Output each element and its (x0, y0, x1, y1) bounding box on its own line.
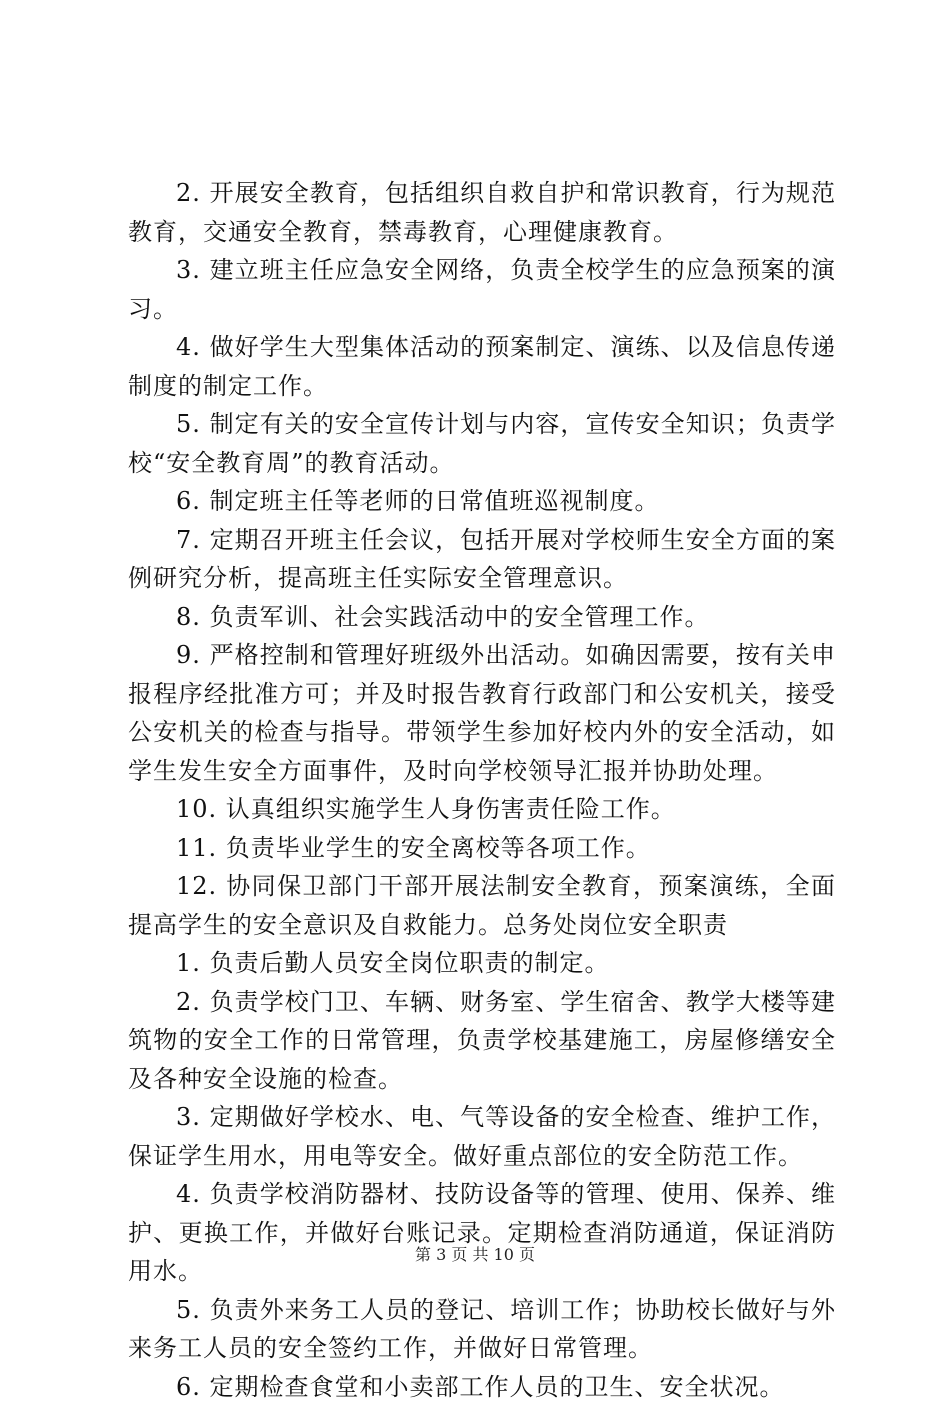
paragraph: 4. 做好学生大型集体活动的预案制定、演练、以及信息传递制度的制定工作。 (128, 328, 836, 405)
paragraph: 10. 认真组织实施学生人身伤害责任险工作。 (128, 790, 836, 829)
paragraph: 2. 负责学校门卫、车辆、财务室、学生宿舍、教学大楼等建筑物的安全工作的日常管理，负责学校基建施工，房屋修缮安全及各种安全设施的检查。 (128, 983, 836, 1099)
paragraph: 8. 负责军训、社会实践活动中的安全管理工作。 (128, 598, 836, 637)
paragraph: 6. 定期检查食堂和小卖部工作人员的卫生、安全状况。 (128, 1368, 836, 1406)
paragraph: 3. 定期做好学校水、电、气等设备的安全检查、维护工作，保证学生用水，用电等安全。做好重点部位的安全防范工作。 (128, 1098, 836, 1175)
paragraph: 6. 制定班主任等老师的日常值班巡视制度。 (128, 482, 836, 521)
paragraph: 4. 负责学校消防器材、技防设备等的管理、使用、保养、维护、更换工作，并做好台账记录。定期检查消防通道，保证消防用水。 (128, 1175, 836, 1291)
paragraph: 5. 制定有关的安全宣传计划与内容，宣传安全知识；负责学校“安全教育周”的教育活动。 (128, 405, 836, 482)
paragraph: 5. 负责外来务工人员的登记、培训工作；协助校长做好与外来务工人员的安全签约工作，并做好日常管理。 (128, 1291, 836, 1368)
paragraph: 9. 严格控制和管理好班级外出活动。如确因需要，按有关申报程序经批准方可；并及时报告教育行政部门和公安机关，接受公安机关的检查与指导。带领学生参加好校内外的安全活动，如学生发生安全方面事件，及时向学校领导汇报并协助处理。 (128, 636, 836, 790)
paragraph: 11. 负责毕业学生的安全离校等各项工作。 (128, 829, 836, 868)
paragraph: 1. 负责后勤人员安全岗位职责的制定。 (128, 944, 836, 983)
paragraph: 12. 协同保卫部门干部开展法制安全教育，预案演练，全面提高学生的安全意识及自救能力。总务处岗位安全职责 (128, 867, 836, 944)
page-number-footer: 第 3 页 共 10 页 (0, 1242, 950, 1265)
paragraph: 7. 定期召开班主任会议，包括开展对学校师生安全方面的案例研究分析，提高班主任实际安全管理意识。 (128, 521, 836, 598)
paragraph: 2. 开展安全教育，包括组织自救自护和常识教育，行为规范教育，交通安全教育，禁毒教育，心理健康教育。 (128, 174, 836, 251)
document-body (128, 174, 836, 1406)
paragraph: 3. 建立班主任应急安全网络，负责全校学生的应急预案的演习。 (128, 251, 836, 328)
